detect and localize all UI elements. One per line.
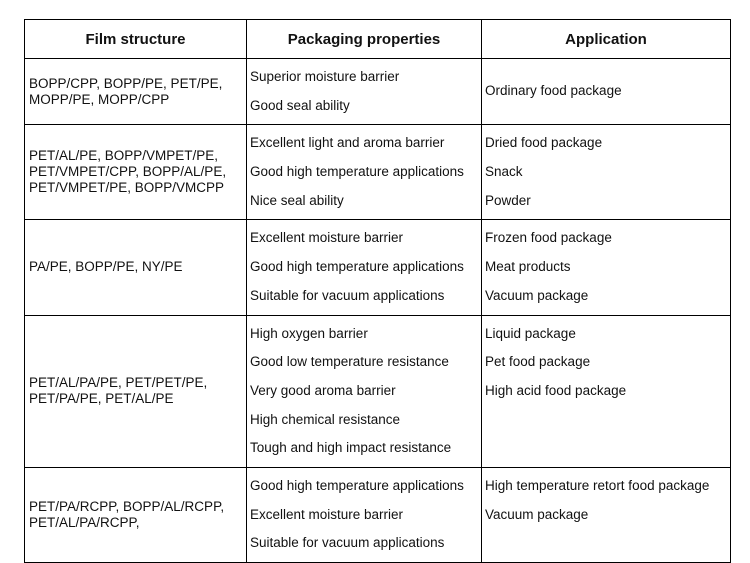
film-structure-cell <box>25 220 247 315</box>
application-item: Frozen food package <box>485 230 612 246</box>
property-item: Good high temperature applications <box>250 259 464 275</box>
table-row <box>25 220 731 315</box>
properties-cell <box>247 315 482 467</box>
property-item: Excellent light and aroma barrier <box>250 135 445 151</box>
property-item: Excellent moisture barrier <box>250 506 404 522</box>
header-application: Application <box>482 20 731 59</box>
film-structure-cell <box>25 315 247 467</box>
application-item: High acid food package <box>485 382 627 398</box>
application-cell <box>482 125 731 220</box>
application-cell <box>482 315 731 467</box>
property-item: Suitable for vacuum applications <box>250 287 445 303</box>
property-item: Very good aroma barrier <box>250 382 396 398</box>
property-item: Tough and high impact resistance <box>250 440 452 456</box>
application-cell <box>482 467 731 562</box>
properties-cell <box>247 467 482 562</box>
structure-line: PET/AL/PA/RCPP, <box>29 514 140 530</box>
film-structure-cell <box>25 467 247 562</box>
structure-line: BOPP/CPP, BOPP/PE, PET/PE, <box>29 75 223 91</box>
application-item: High temperature retort food package <box>485 477 710 493</box>
table-row <box>25 125 731 220</box>
property-item: High chemical resistance <box>250 411 401 427</box>
structure-line: PET/AL/PE, BOPP/VMPET/PE, <box>29 148 219 164</box>
structure-line: MOPP/PE, MOPP/CPP <box>29 91 170 107</box>
application-item: Ordinary food package <box>485 83 622 99</box>
structure-line: PET/PA/PE, PET/AL/PE <box>29 391 174 407</box>
property-item: High oxygen barrier <box>250 325 368 341</box>
application-cell <box>482 220 731 315</box>
application-item: Meat products <box>485 259 571 275</box>
structure-line: PET/VMPET/CPP, BOPP/AL/PE, <box>29 164 227 180</box>
property-item: Suitable for vacuum applications <box>250 535 445 551</box>
structure-line: PET/AL/PA/PE, PET/PET/PE, <box>29 375 208 391</box>
properties-cell <box>247 220 482 315</box>
properties-cell <box>247 59 482 125</box>
film-structure-table <box>24 19 731 563</box>
application-item: Vacuum package <box>485 287 589 303</box>
film-structure-cell <box>25 59 247 125</box>
structure-line: PA/PE, BOPP/PE, NY/PE <box>29 259 183 275</box>
table-row <box>25 467 731 562</box>
application-item: Dried food package <box>485 135 603 151</box>
application-item: Pet food package <box>485 354 591 370</box>
property-item: Nice seal ability <box>250 192 344 208</box>
application-item: Powder <box>485 192 531 208</box>
property-item: Superior moisture barrier <box>250 69 400 84</box>
header-row <box>25 20 731 59</box>
property-item: Good low temperature resistance <box>250 354 449 370</box>
property-item: Good high temperature applications <box>250 477 464 493</box>
table-row <box>25 59 731 125</box>
structure-line: PET/VMPET/PE, BOPP/VMCPP <box>29 180 225 196</box>
film-structure-cell <box>25 125 247 220</box>
properties-cell <box>247 125 482 220</box>
application-item: Vacuum package <box>485 506 589 522</box>
application-cell <box>482 59 731 125</box>
property-item: Good seal ability <box>250 97 350 113</box>
header-packaging-properties: Packaging properties <box>247 20 482 59</box>
application-item: Liquid package <box>485 325 576 341</box>
header-film-structure: Film structure <box>25 20 247 59</box>
application-item: Snack <box>485 164 523 180</box>
property-item: Good high temperature applications <box>250 164 464 180</box>
table-row <box>25 315 731 467</box>
structure-line: PET/PA/RCPP, BOPP/AL/RCPP, <box>29 498 225 514</box>
property-item: Excellent moisture barrier <box>250 230 404 246</box>
